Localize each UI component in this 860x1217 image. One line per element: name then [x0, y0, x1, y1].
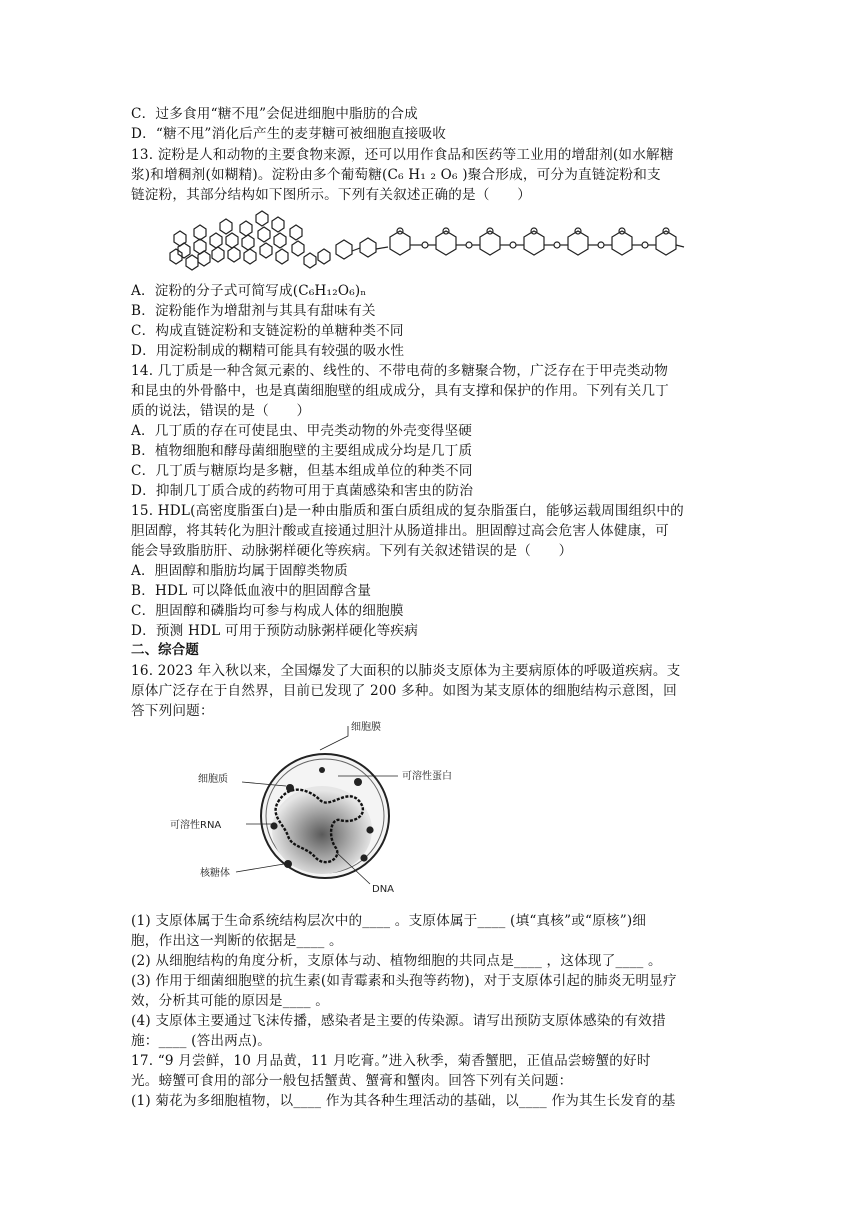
option-b: B．淀粉能作为增甜剂与其具有甜味有关 — [131, 303, 376, 319]
option-d: D．预测 HDL 可用于预防动脉粥样硬化等疾病 — [131, 623, 419, 639]
option-d: D．用淀粉制成的糊精可能具有较强的吸水性 — [131, 343, 405, 359]
question-14-stem: 14. 几丁质是一种含氮元素的、线性的、不带电荷的多糖聚合物，广泛存在于甲壳类动物 — [131, 363, 669, 379]
text-line: 胆固醇，将其转化为胆汁酸或直接通过胆汁从肠道排出。胆固醇过高会危害人体健康，可 — [131, 523, 669, 539]
text-line: D．“糖不甩”消化后产生的麦芽糖可被细胞直接吸收 — [131, 126, 447, 142]
text-line: 浆)和增稠剂(如糊精)。淀粉由多个葡萄糖(C₆ H₁ ₂ O₆ )聚合形成，可分为直链淀粉和支 — [131, 167, 661, 183]
question-17-stem: 17. “9 月尝鲜，10 月品黄，11 月吃膏。”进入秋季，菊香蟹肥，正值品尝螃蟹的好时 — [131, 1053, 651, 1069]
question-13-stem: 13. 淀粉是人和动物的主要食物来源，还可以用作食品和医药等工业用的增甜剂(如水解糖 — [131, 147, 674, 163]
option-a: A．胆固醇和脂肪均属于固醇类物质 — [131, 563, 348, 579]
sub-question-1: (1) 菊花为多细胞植物，以____ 作为其各种生理活动的基础，以____ 作为其生长发育的基 — [131, 1093, 676, 1109]
question-15-stem: 15. HDL(高密度脂蛋白)是一种由脂质和蛋白质组成的复杂脂蛋白，能够运载周围组织中的 — [131, 503, 684, 519]
section-heading: 二、综合题 — [131, 643, 199, 658]
text-line: 链淀粉，其部分结构如下图所示。下列有关叙述正确的是（ ） — [131, 187, 532, 203]
label-dna: DNA — [372, 884, 395, 895]
label-cell-membrane: 细胞膜 — [351, 722, 381, 733]
sub-question-3: (3) 作用于细菌细胞壁的抗生素(如青霉素和头孢等药物)，对于支原体引起的肺炎无明显疗 — [131, 973, 677, 989]
question-16-stem: 16. 2023 年入秋以来，全国爆发了大面积的以肺炎支原体为主要病原体的呼吸道疾病。支 — [131, 663, 681, 679]
starchstructure-figure — [160, 207, 720, 277]
label-soluble-rna: 可溶性RNA — [170, 820, 222, 831]
option-a: A．淀粉的分子式可简写成(C₆H₁₂O₆)ₙ — [131, 283, 367, 299]
label-soluble-protein: 可溶性蛋白 — [402, 771, 452, 782]
option-c: C．几丁质与糖原均是多糖，但基本组成单位的种类不同 — [131, 463, 473, 479]
text-line: 光。螃蟹可食用的部分一般包括蟹黄、蟹膏和蟹肉。回答下列有关问题： — [131, 1073, 573, 1089]
text-line: 能会导致脂肪肝、动脉粥样硬化等疾病。下列有关叙述错误的是（ ） — [131, 543, 573, 559]
text-line: 和昆虫的外骨骼中，也是真菌细胞壁的组成成分，具有支撑和保护的作用。下列有关几丁 — [131, 383, 669, 399]
option-c: C．胆固醇和磷脂均可参与构成人体的细胞膜 — [131, 603, 404, 619]
option-a: A．几丁质的存在可使昆虫、甲壳类动物的外壳变得坚硬 — [131, 423, 473, 439]
option-b: B．植物细胞和酵母菌细胞壁的主要组成成分均是几丁质 — [131, 443, 473, 459]
text-line: 答下列问题： — [131, 703, 214, 719]
text-line: 原体广泛存在于自然界，目前已发现了 200 多种。如图为某支原体的细胞结构示意图，回 — [131, 683, 677, 699]
sub-question-1: (1) 支原体属于生命系统结构层次中的____ 。支原体属于____ (填“真核”或“原核”)细 — [131, 913, 647, 929]
option-d: D．抑制几丁质合成的药物可用于真菌感染和害虫的防治 — [131, 483, 474, 499]
text-line: C．过多食用“糖不甩”会促进细胞中脂肪的合成 — [131, 106, 418, 122]
text-line: 效，分析其可能的原因是____ 。 — [131, 993, 330, 1009]
label-ribosome: 核糖体 — [200, 868, 230, 879]
option-b: B．HDL 可以降低血液中的胆固醇含量 — [131, 583, 372, 599]
sub-question-2: (2) 从细胞结构的角度分析，支原体与动、植物细胞的共同点是____ ，这体现了____ 。 — [131, 953, 662, 969]
option-c: C．构成直链淀粉和支链淀粉的单糖种类不同 — [131, 323, 404, 339]
text-line: 胞，作出这一判断的依据是____ 。 — [131, 933, 343, 949]
mycoplasma-cell-figure — [170, 720, 490, 896]
branched-cluster — [170, 211, 330, 270]
sub-question-4: (4) 支原体主要通过飞沫传播，感染者是主要的传染源。请写出预防支原体感染的有效措 — [131, 1013, 666, 1029]
text-line: 施：____ (答出两点)。 — [131, 1033, 272, 1049]
linear-chain — [336, 228, 684, 259]
text-line: 质的说法，错误的是（ ） — [131, 403, 311, 419]
label-cytoplasm: 细胞质 — [198, 774, 228, 785]
